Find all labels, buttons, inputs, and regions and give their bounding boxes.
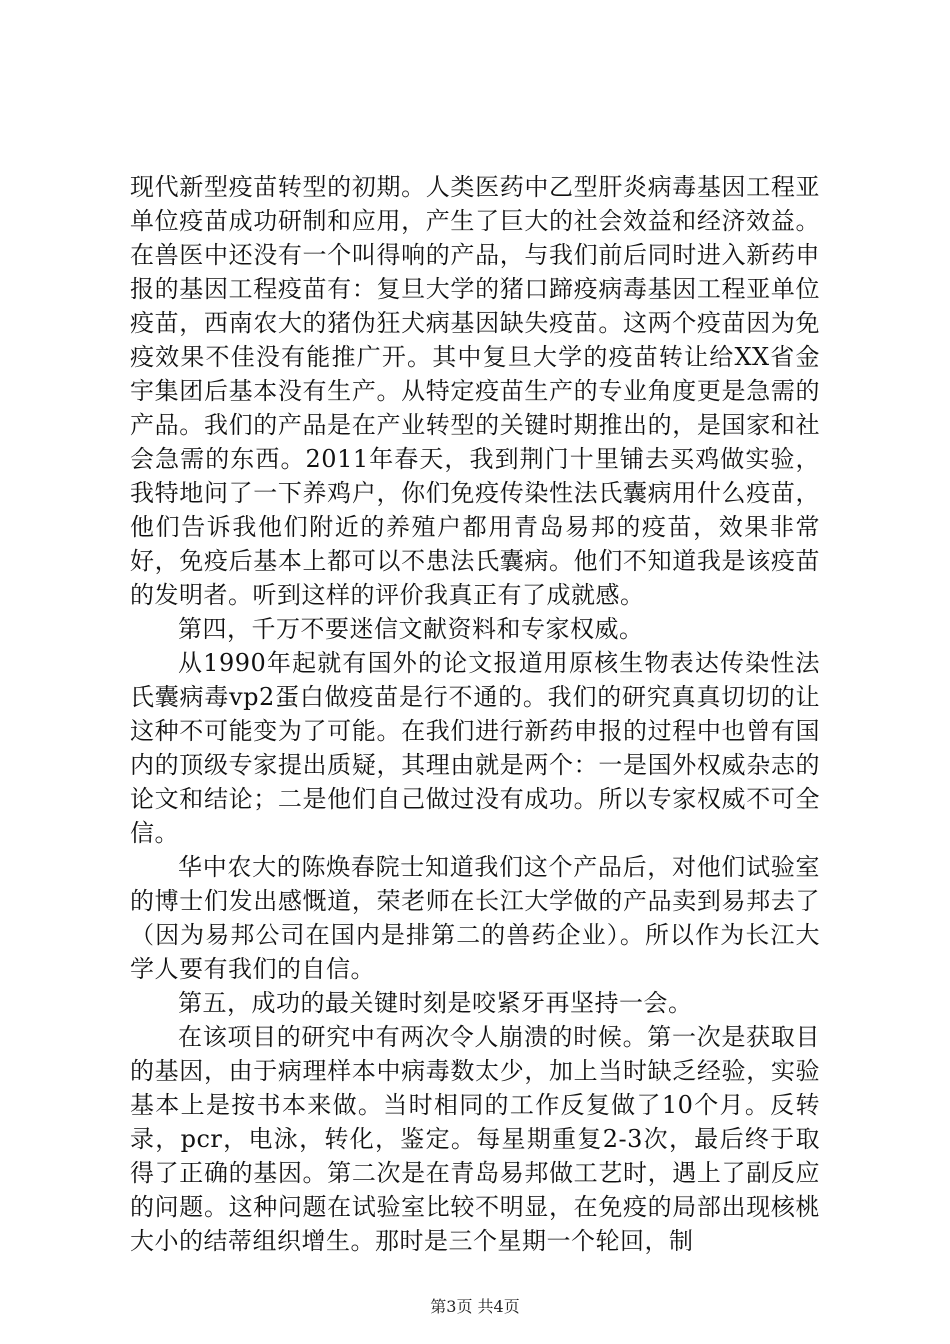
paragraph-expert-doubt: 从1990年起就有国外的论文报道用原核生物表达传染性法氏囊病毒vp2蛋白做疫苗是行不通的。我们的研究真真切切的让这种不可能变为了可能。在我们进行新药申报的过程中也曾有国内的顶级专家提出质疑，其理由就是两个：一是国外权威杂志的论文和结论；二是他们自己做过没有成功。所以专家权威不可全信。 <box>130 649 820 847</box>
paragraph-research-difficulties: 在该项目的研究中有两次令人崩溃的时候。第一次是获取目的基因，由于病理样本中病毒数太少，加上当时缺乏经验，实验基本上是按书本来做。当时相同的工作反复做了10个月。反转录，pcr，电泳，转化，鉴定。每星期重复2-3次，最后终于取得了正确的基因。第二次是在青岛易邦做工艺时，遇上了副反应的问题。这种问题在试验室比较不明显，在免疫的局部出现核桃大小的结蒂组织增生。那时是三个星期一个轮回，制 <box>130 1023 820 1255</box>
heading-point-four: 第四，千万不要迷信文献资料和专家权威。 <box>178 615 644 643</box>
paragraph-academician-comment: 华中农大的陈焕春院士知道我们这个产品后，对他们试验室的博士们发出感慨道，荣老师在长江大学做的产品卖到易邦去了（因为易邦公司在国内是排第二的兽药企业）。所以作为长江大学人要有我们的自信。 <box>130 853 820 983</box>
page-footer: 第3页 共4页 <box>430 1297 520 1316</box>
heading-point-five: 第五，成功的最关键时刻是咬紧牙再坚持一会。 <box>178 989 693 1017</box>
document-body <box>130 170 820 1258</box>
paragraph-vaccine-transition: 现代新型疫苗转型的初期。人类医药中乙型肝炎病毒基因工程亚单位疫苗成功研制和应用，产生了巨大的社会效益和经济效益。在兽医中还没有一个叫得响的产品，与我们前后同时进入新药申报的基因工程疫苗有：复旦大学的猪口蹄疫病毒基因工程亚单位疫苗，西南农大的猪伪狂犬病基因缺失疫苗。这两个疫苗因为免疫效果不佳没有能推广开。其中复旦大学的疫苗转让给XX省金宇集团后基本没有生产。从特定疫苗生产的专业角度更是急需的产品。我们的产品是在产业转型的关键时期推出的，是国家和社会急需的东西。2011年春天，我到荆门十里铺去买鸡做实验，我特地问了一下养鸡户，你们免疫传染性法氏囊病用什么疫苗，他们告诉我他们附近的养殖户都用青岛易邦的疫苗，效果非常好，免疫后基本上都可以不患法氏囊病。他们不知道我是该疫苗的发明者。听到这样的评价我真正有了成就感。 <box>130 173 820 609</box>
